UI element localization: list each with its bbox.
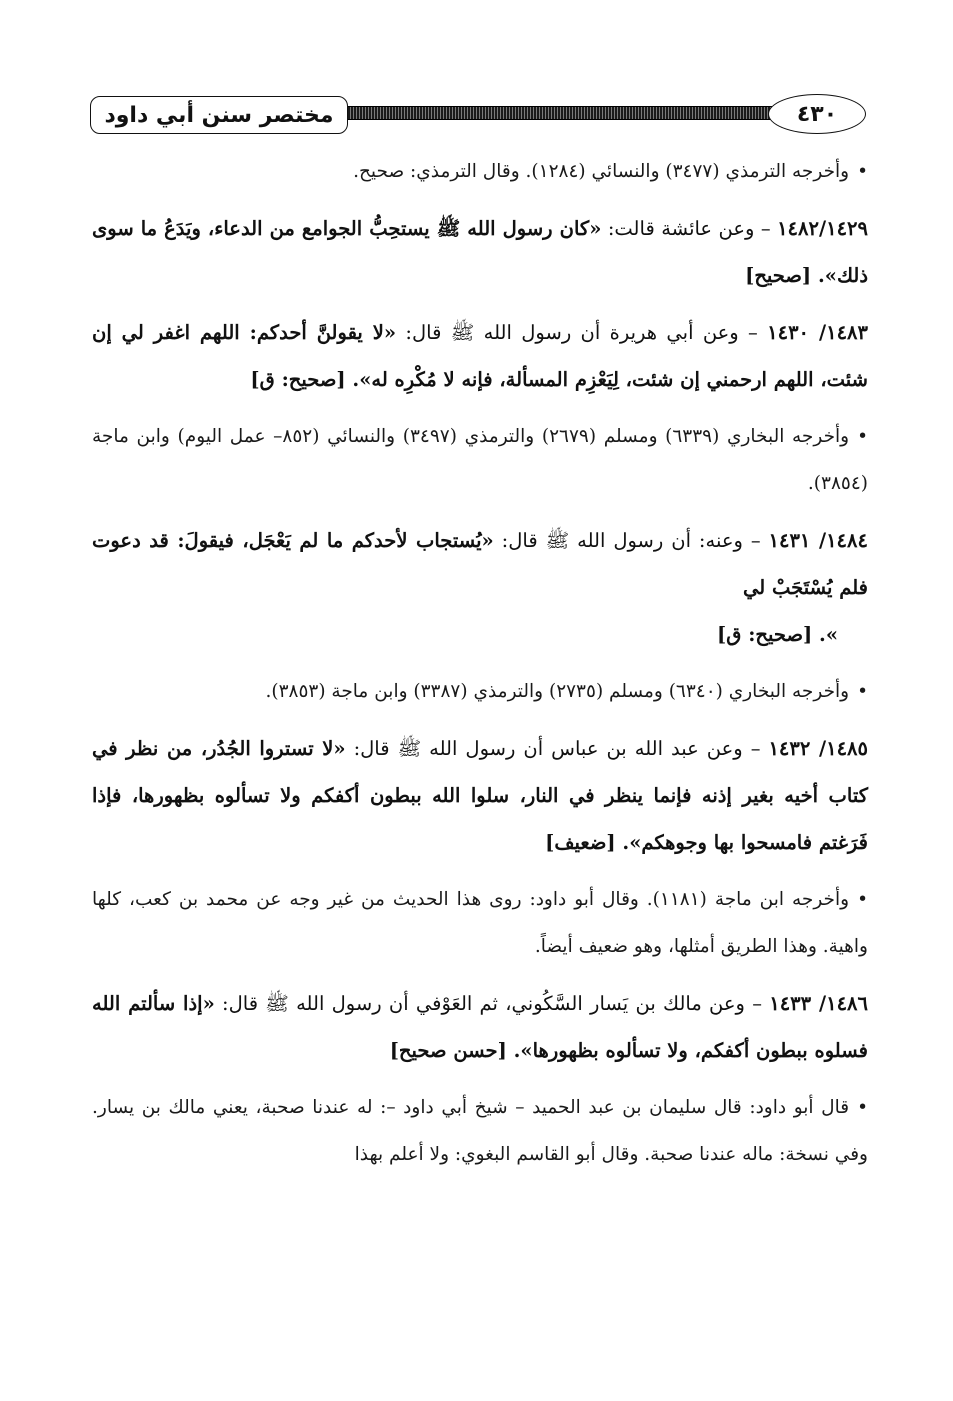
takhrij-note: •وأخرجه البخاري (٦٣٣٩) ومسلم (٢٦٧٩) والترمذي (٣٤٩٧) والنسائي (٨٥٢– عمل اليوم) وابن ماجة (٣٨٥٤). [92,413,868,507]
bullet-icon: • [857,889,868,910]
hadith-text: «كان رسول الله ﷺ يستحِبُّ الجوامع من الدعاء، ويَدَعُ ما سوى ذلك» [92,217,868,287]
hadith-intro: – وعن عائشة قالت: [601,217,778,240]
hadith-text: «إذا سألتم الله فسلوه ببطون أكفكم، ولا تسألوه بظهورها» [92,992,868,1062]
hadith-intro: – وعن عبد الله بن عباس أن رسول الله ﷺ قال: [345,737,769,760]
page-number: ٤٣٠ [768,94,866,134]
hadith-intro: – وعن مالك بن يَسار السَّكُوني، ثم العَوْفي أن رسول الله ﷺ قال: [214,992,770,1015]
hadith-entry [92,205,868,299]
takhrij-note: •قال أبو داود: قال سليمان بن عبد الحميد – شيخ أبي داود –: له عندنا صحبة، يعني مالك بن يسار. وفي نسخة: ماله عندنا صحبة. وقال أبو القاسم البغوي: ولا أعلم بهذا [92,1084,868,1178]
hadith-number: ١٤٨٢/١٤٢٩ [777,217,868,240]
takhrij-note: •وأخرجه البخاري (٦٣٤٠) ومسلم (٢٧٣٥) والترمذي (٣٣٨٧) وابن ماجة (٣٨٥٣). [92,668,868,715]
hadith-text: «لا تستروا الجُدُر، من نظر في كتاب أخيه بغير إذنه فإنما ينظر في النار، سلوا الله ببطون أكفكم ولا تسألوه بظهورها، فإذا فَرَغتم فامسحوا بها وجوهكم» [92,737,868,854]
hadith-intro: – وعن أبي هريرة أن رسول الله ﷺ قال: [396,321,768,344]
hadith-grade: . [صحيح] [745,264,825,287]
hadith-text: «لا يقولنَّ أحدكم: اللهم اغفر لي إن شئت، اللهم ارحمني إن شئت، لِيَعْزِم المسألة، فإنه لا مُكْرِه له» [92,321,868,391]
hadith-grade: . [صحيح: ق] [250,368,360,391]
hadith-entry [92,309,868,403]
takhrij-note: •وأخرجه الترمذي (٣٤٧٧) والنسائي (١٢٨٤). وقال الترمذي: صحيح. [92,148,868,195]
bullet-icon: • [857,1097,868,1118]
book-title: مختصر سنن أبي داود [90,96,348,134]
hadith-number: ١٤٨٦/ ١٤٣٣ [769,992,869,1015]
hadith-intro: – وعنه: أن رسول الله ﷺ قال: [493,529,769,552]
hadith-entry [92,980,868,1074]
hadith-grade: . [صحيح: ق] [717,623,826,646]
hadith-number: ١٤٨٣/ ١٤٣٠ [767,321,868,344]
takhrij-note: •وأخرجه ابن ماجة (١١٨١). وقال أبو داود: روى هذا الحديث من غير وجه عن محمد بن كعب، كلها واهية. وهذا الطريق أمثلها، وهو ضعيف أيضاً. [92,876,868,970]
page-body [92,148,868,1188]
bullet-icon: • [857,161,868,182]
bullet-icon: • [857,426,868,447]
bullet-icon: • [857,681,868,702]
running-header [84,92,874,142]
hadith-number: ١٤٨٤/ ١٤٣١ [768,529,868,552]
hadith-text-end: » [825,623,838,646]
hadith-entry [92,725,868,866]
hadith-grade: . [حسن صحيح] [389,1039,521,1062]
hadith-grade: . [ضعيف] [545,831,630,854]
hadith-entry [92,517,868,658]
hadith-number: ١٤٨٥/ ١٤٣٢ [768,737,868,760]
hadith-text: «يُستجاب لأحدكم ما لم يَعْجَل، فيقولَ: قد دعوت فلم يُسْتَجَبْ لي [92,529,868,599]
header-ornament-bar [339,106,784,120]
